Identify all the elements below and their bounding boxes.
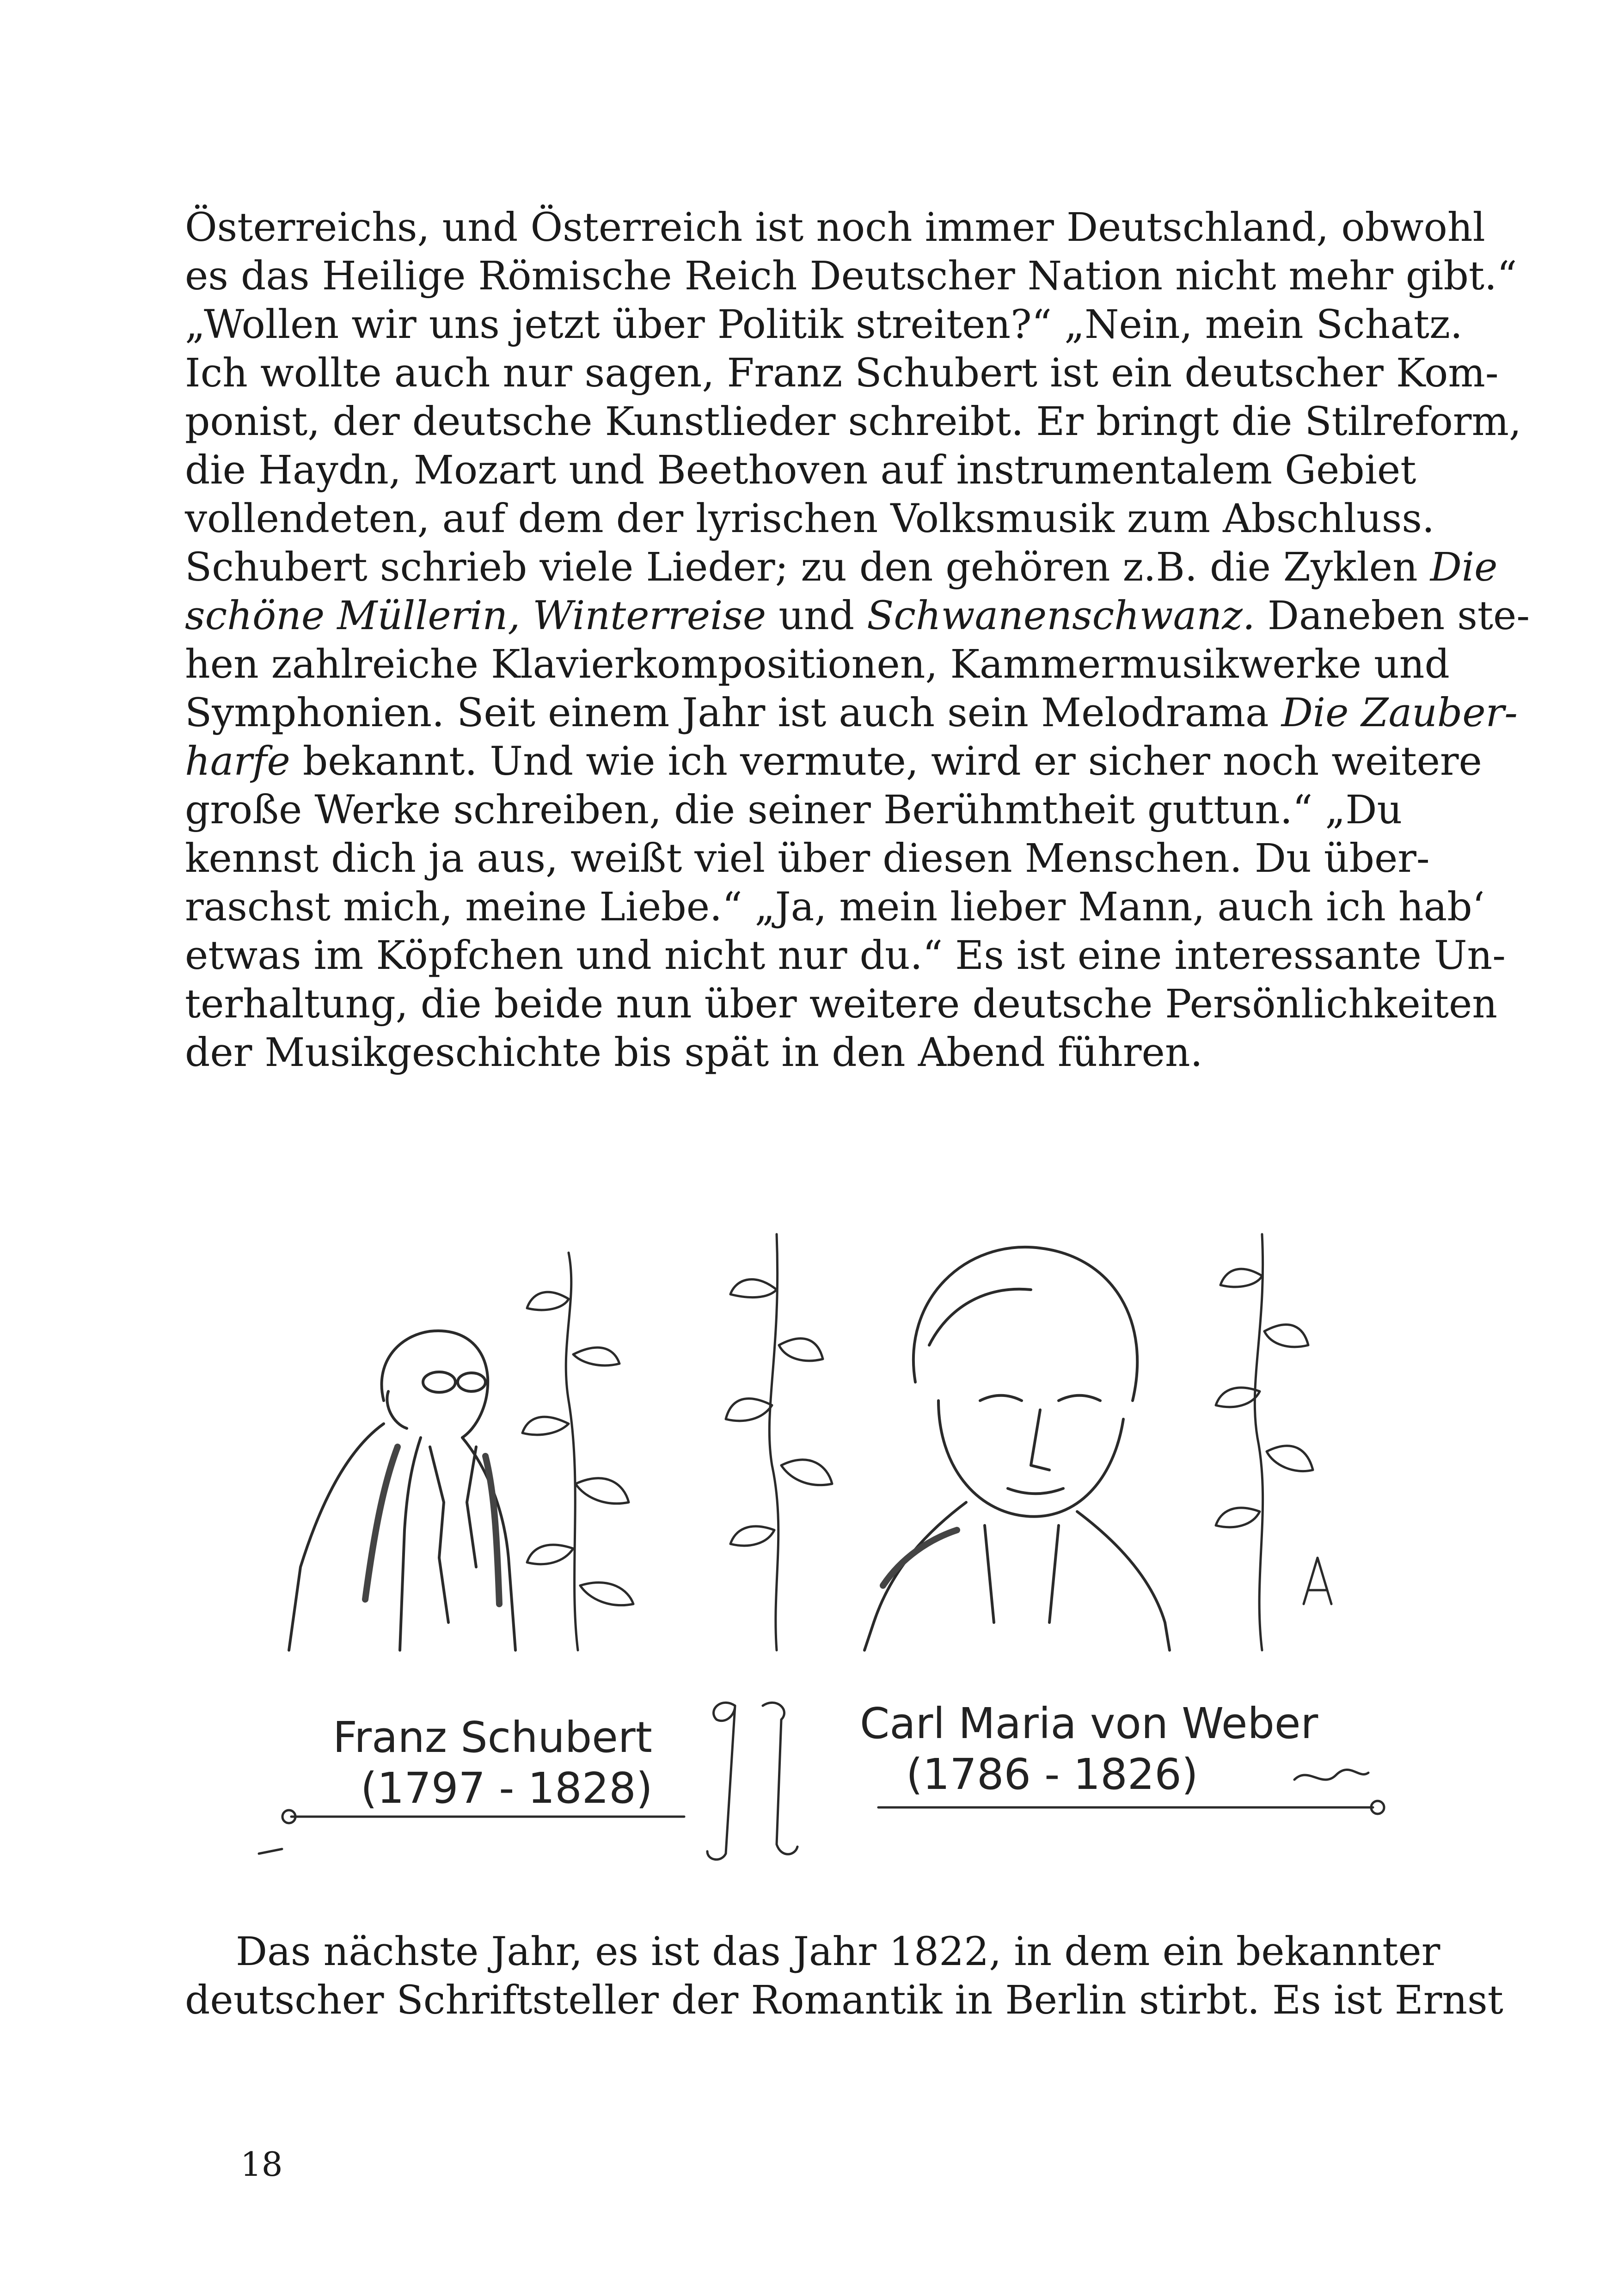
text-line: Ich wollte auch nur sagen, Franz Schubert ist ein deutscher Kom- <box>185 350 1499 396</box>
text-line: terhaltung, die beide nun über weitere deutsche Persönlichkeiten <box>185 981 1498 1027</box>
text-run: Schubert schrieb viele Lieder; zu den gehören z.B. die Zyklen <box>185 545 1418 590</box>
italic-title: Schwanenschwanz. <box>867 593 1255 639</box>
text-line: die Haydn, Mozart und Beethoven auf instrumentalem Gebiet <box>185 447 1416 493</box>
italic-title: Die Zauber- <box>1281 690 1518 736</box>
text-line: hen zahlreiche Klavierkompositionen, Kammermusikwerke und <box>185 642 1450 687</box>
plant-sketch <box>522 1253 633 1650</box>
sketch-drawing <box>245 1206 1415 1872</box>
text-line: vollendeten, auf dem der lyrischen Volksmusik zum Abschluss. <box>185 496 1435 542</box>
text-line: der Musikgeschichte bis spät in den Abend führen. <box>185 1030 1203 1076</box>
text-line: es das Heilige Römische Reich Deutscher Nation nicht mehr gibt.“ <box>185 253 1517 299</box>
caption-dates-schubert: (1797 - 1828) <box>361 1763 653 1813</box>
schubert-portrait <box>289 1331 515 1650</box>
text-line <box>185 592 1530 640</box>
italic-title: Die <box>1430 545 1498 590</box>
caption-dates-weber: (1786 - 1826) <box>906 1750 1198 1799</box>
text-line: deutscher Schriftsteller der Romantik in Berlin stirbt. Es ist Ernst <box>185 1978 1503 2023</box>
text-line: etwas im Köpfchen und nicht nur du.“ Es ist eine interessante Un- <box>185 933 1506 979</box>
plant-sketch <box>1216 1234 1331 1650</box>
text-line: ponist, der deutsche Kunstlieder schreibt. Er bringt die Stilreform, <box>185 399 1521 445</box>
text-line: Das nächste Jahr, es ist das Jahr 1822, in dem ein bekannter <box>236 1929 1440 1975</box>
text-line: kennst dich ja aus, weißt viel über diesen Menschen. Du über- <box>185 836 1430 882</box>
body-paragraph-bottom <box>185 1928 1503 2025</box>
plant-sketch <box>726 1234 832 1650</box>
text-line: Österreichs, und Österreich ist noch immer Deutschland, obwohl <box>185 205 1485 251</box>
page-number: 18 <box>240 2145 283 2184</box>
text-line <box>185 689 1518 737</box>
weber-portrait <box>864 1247 1170 1650</box>
text-line: große Werke schreiben, die seiner Berühmtheit guttun.“ „Du <box>185 787 1403 833</box>
portrait-illustration <box>245 1206 1415 1872</box>
caption-name-schubert: Franz Schubert <box>333 1713 652 1762</box>
text-line: raschst mich, meine Liebe.“ „Ja, mein lieber Mann, auch ich hab‘ <box>185 884 1485 930</box>
text-line <box>185 737 1482 786</box>
text-run: bekannt. Und wie ich vermute, wird er sicher noch weitere <box>290 739 1482 784</box>
text-run: Daneben ste- <box>1255 593 1530 639</box>
text-line: „Wollen wir uns jetzt über Politik streiten?“ „Nein, mein Schatz. <box>185 302 1463 348</box>
text-run: Symphonien. Seit einem Jahr ist auch sein Melodrama <box>185 690 1269 736</box>
text-run: und <box>766 593 867 639</box>
italic-title: harfe <box>185 739 290 784</box>
italic-title: schöne Müllerin, Winterreise <box>185 593 766 639</box>
body-paragraph-top <box>185 203 1530 1077</box>
text-line <box>185 543 1498 592</box>
caption-name-weber: Carl Maria von Weber <box>860 1699 1318 1748</box>
